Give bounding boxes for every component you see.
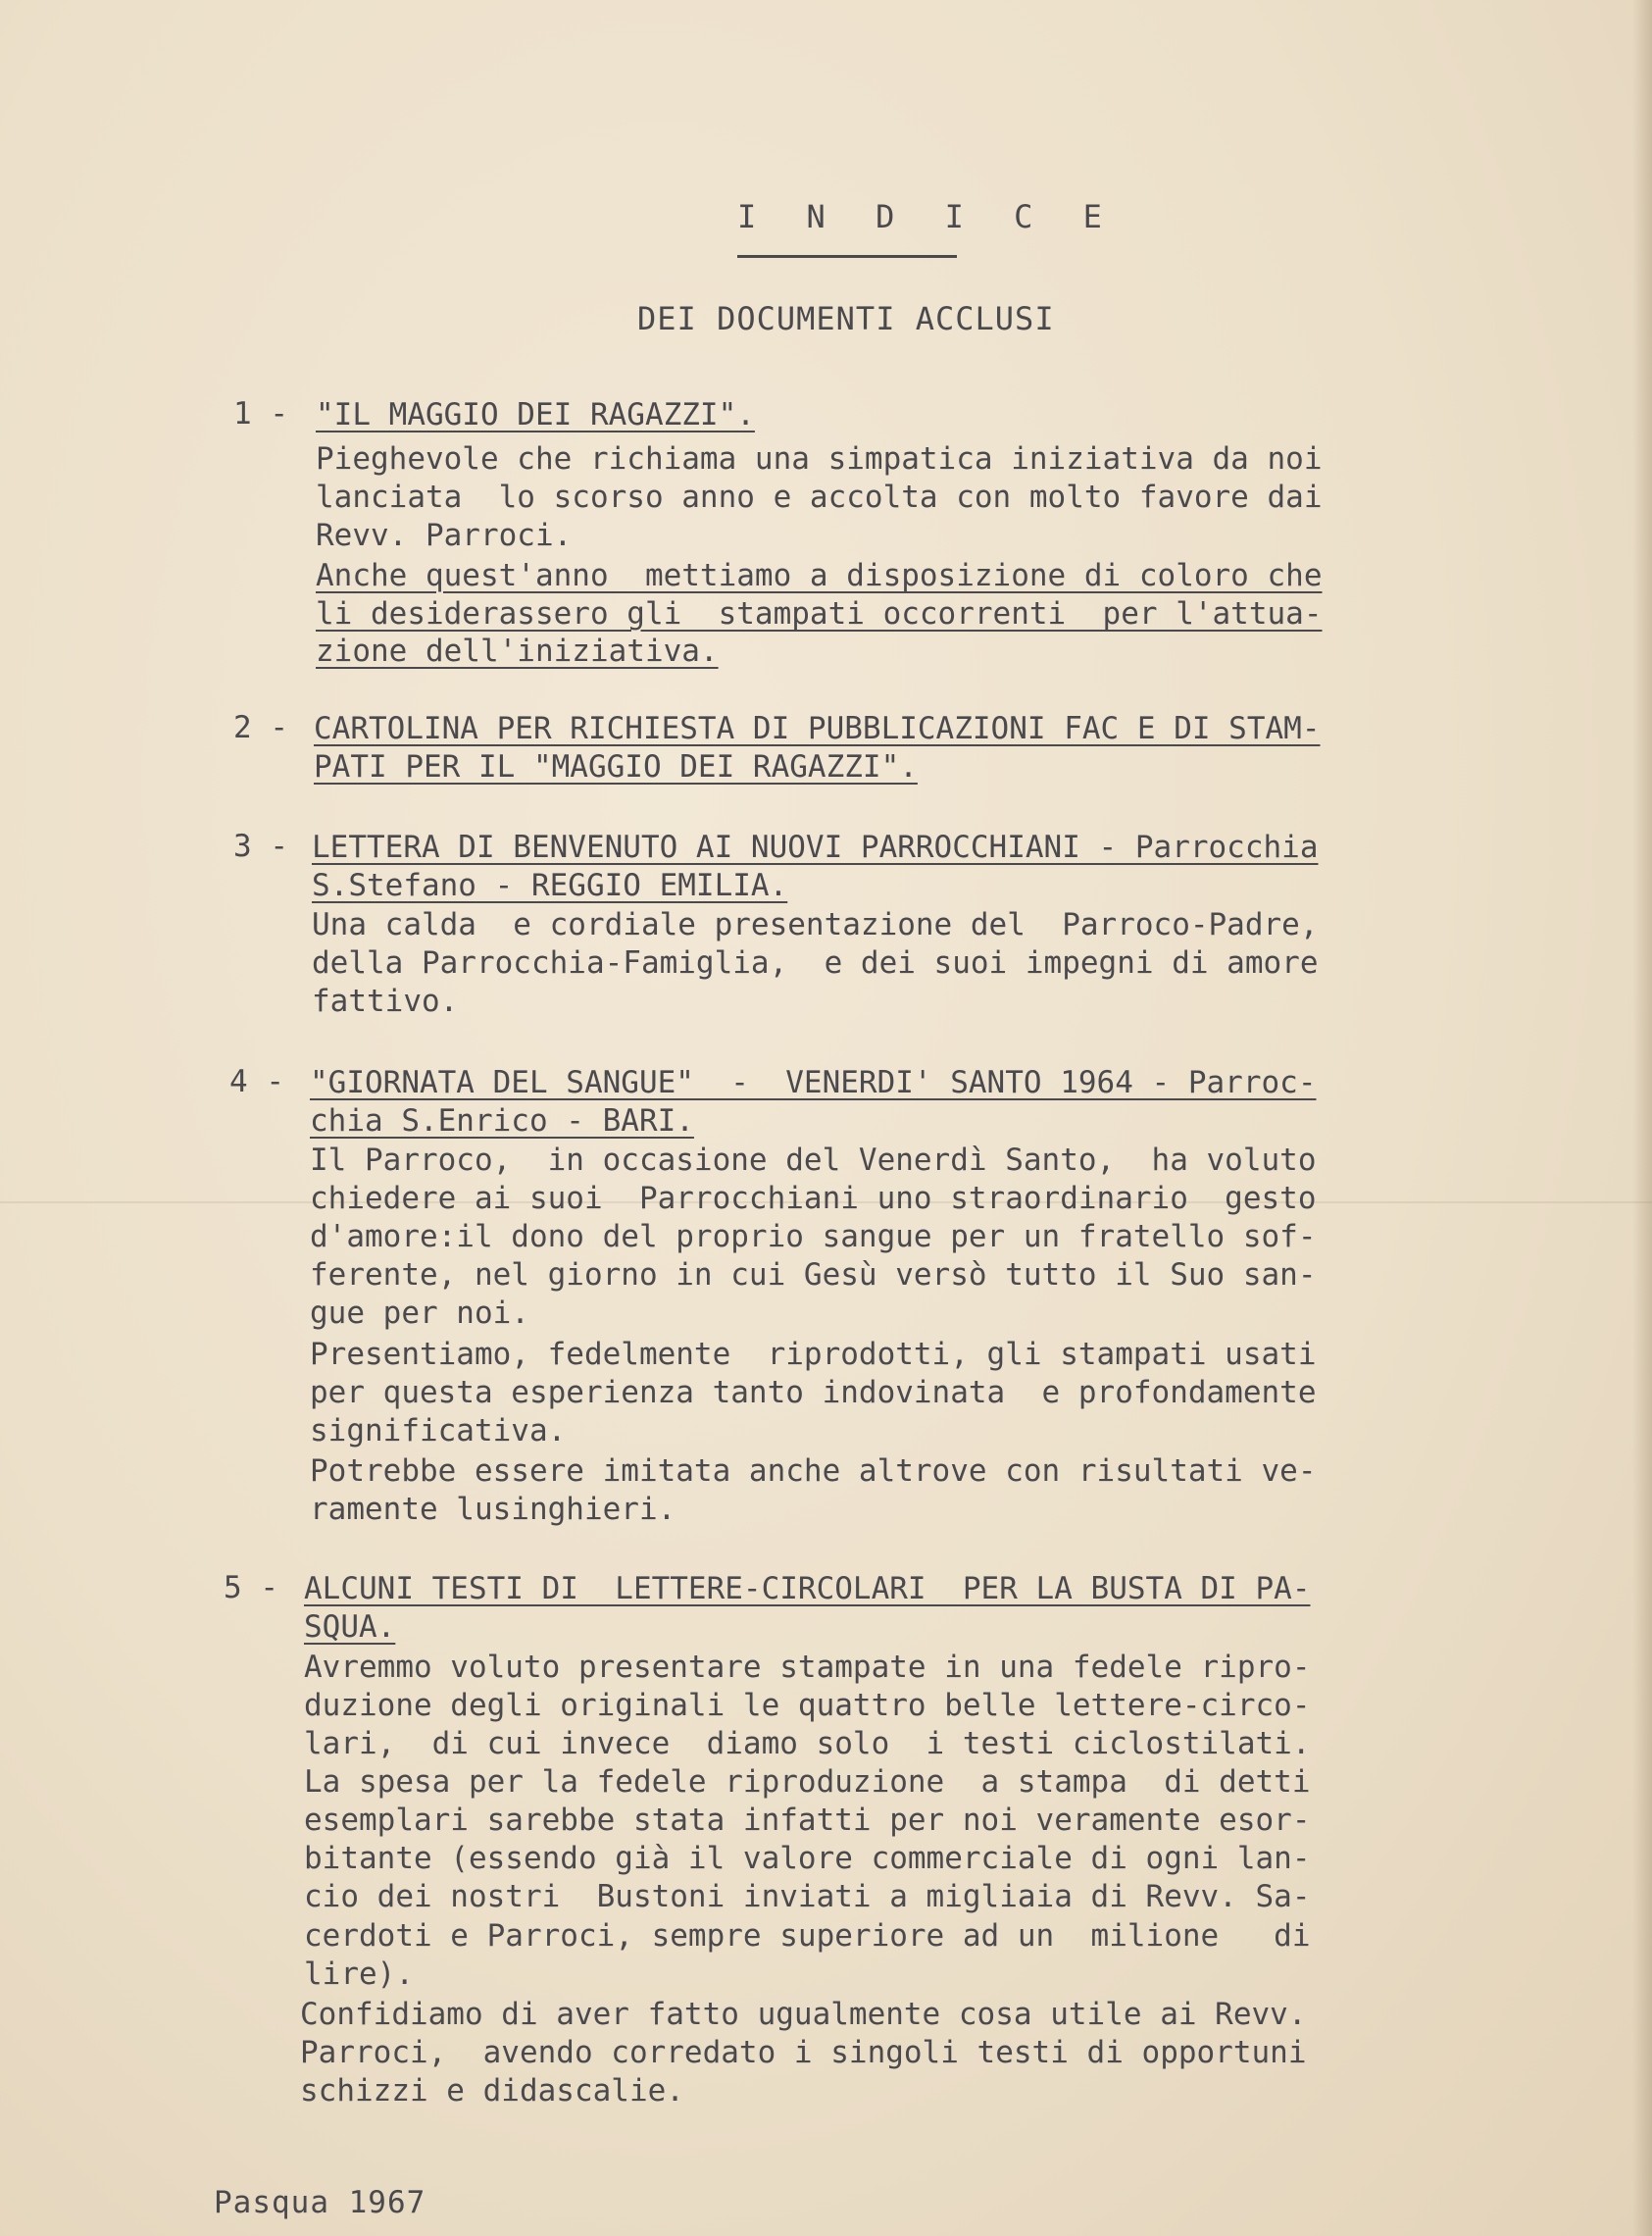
entry-body-line: esemplari sarebbe stata infatti per noi veramente esor- <box>304 1803 1311 1838</box>
entry-body-line: lanciata lo scorso anno e accolta con molto favore dai <box>316 480 1323 515</box>
entry-number: 4 - <box>229 1064 284 1099</box>
entry-body-line: ferente, nel giorno in cui Gesù versò tutto il Suo san- <box>310 1257 1317 1293</box>
entry-body-line: Confidiamo di aver fatto ugualmente cosa utile ai Revv. <box>300 1997 1307 2032</box>
entry-body-line: Anche quest'anno mettiamo a disposizione di coloro che <box>316 558 1323 593</box>
entry-body-line: duzione degli originali le quattro belle lettere-circo- <box>304 1688 1311 1723</box>
entry-body-line: Potrebbe essere imitata anche altrove con risultati ve- <box>310 1453 1317 1489</box>
entry-heading: "IL MAGGIO DEI RAGAZZI". <box>316 397 755 432</box>
entry-heading: S.Stefano - REGGIO EMILIA. <box>312 868 788 903</box>
entry-body-line: Il Parroco, in occasione del Venerdì Santo, ha voluto <box>310 1143 1317 1178</box>
entry-body-line: Una calda e cordiale presentazione del Parroco-Padre, <box>312 907 1319 942</box>
entry-body-line: li desiderassero gli stampati occorrenti per l'attua- <box>316 596 1323 632</box>
entry-heading: chia S.Enrico - BARI. <box>310 1103 694 1139</box>
entry-heading: SQUA. <box>304 1609 396 1645</box>
entry-body-line: lire). <box>304 1956 414 1992</box>
entry-number: 1 - <box>233 396 288 432</box>
entry-body-line: ramente lusinghieri. <box>310 1492 676 1527</box>
entry-body-line: Revv. Parroci. <box>316 518 573 553</box>
entry-body-line: schizzi e didascalie. <box>300 2073 684 2109</box>
entry-body-line: chiedere ai suoi Parrocchiani uno straordinario gesto <box>310 1181 1317 1216</box>
document-date: Pasqua 1967 <box>214 2185 426 2220</box>
entry-heading: CARTOLINA PER RICHIESTA DI PUBBLICAZIONI FAC E DI STAM- <box>314 711 1321 746</box>
entry-body-line: fattivo. <box>312 984 459 1019</box>
document-subtitle: DEI DOCUMENTI ACCLUSI <box>637 300 1055 337</box>
entry-body-line: per questa esperienza tanto indovinata e profondamente <box>310 1375 1317 1410</box>
entry-body-line: Pieghevole che richiama una simpatica iniziativa da noi <box>316 441 1323 477</box>
entry-body-line: cio dei nostri Bustoni inviati a migliaia di Revv. Sa- <box>304 1879 1311 1914</box>
entry-heading: LETTERA DI BENVENUTO AI NUOVI PARROCCHIANI - Parrocchia <box>312 830 1319 865</box>
entry-body-line: cerdoti e Parroci, sempre superiore ad un milione di <box>304 1918 1311 1954</box>
entry-heading: ALCUNI TESTI DI LETTERE-CIRCOLARI PER LA BUSTA DI PA- <box>304 1571 1311 1606</box>
page-edge-shadow <box>1632 0 1652 2236</box>
entry-body-line: significativa. <box>310 1413 567 1448</box>
entry-heading: "GIORNATA DEL SANGUE" - VENERDI' SANTO 1964 - Parroc- <box>310 1065 1317 1100</box>
entry-body-line: d'amore:il dono del proprio sangue per un fratello sof- <box>310 1219 1317 1254</box>
entry-body-line: gue per noi. <box>310 1296 529 1331</box>
entry-body-line: La spesa per la fedele riproduzione a stampa di detti <box>304 1764 1311 1800</box>
entry-body-line: Presentiamo, fedelmente riprodotti, gli stampati usati <box>310 1337 1317 1372</box>
entry-body-line: Parroci, avendo corredato i singoli testi di opportuni <box>300 2035 1307 2070</box>
entry-body-line: lari, di cui invece diamo solo i testi ciclostilati. <box>304 1726 1311 1761</box>
entry-number: 5 - <box>224 1570 278 1605</box>
entry-body-line: zione dell'iniziativa. <box>316 634 719 669</box>
document-title: I N D I C E <box>737 198 1118 235</box>
entry-body-line: Avremmo voluto presentare stampate in una fedele ripro- <box>304 1650 1311 1685</box>
entry-body-line: della Parrocchia-Famiglia, e dei suoi impegni di amore <box>312 945 1319 981</box>
entry-number: 3 - <box>233 829 288 864</box>
entry-heading: PATI PER IL "MAGGIO DEI RAGAZZI". <box>314 749 918 785</box>
entry-body-line: bitante (essendo già il valore commerciale di ogni lan- <box>304 1841 1311 1876</box>
title-underline <box>737 255 957 258</box>
entry-number: 2 - <box>233 710 288 745</box>
